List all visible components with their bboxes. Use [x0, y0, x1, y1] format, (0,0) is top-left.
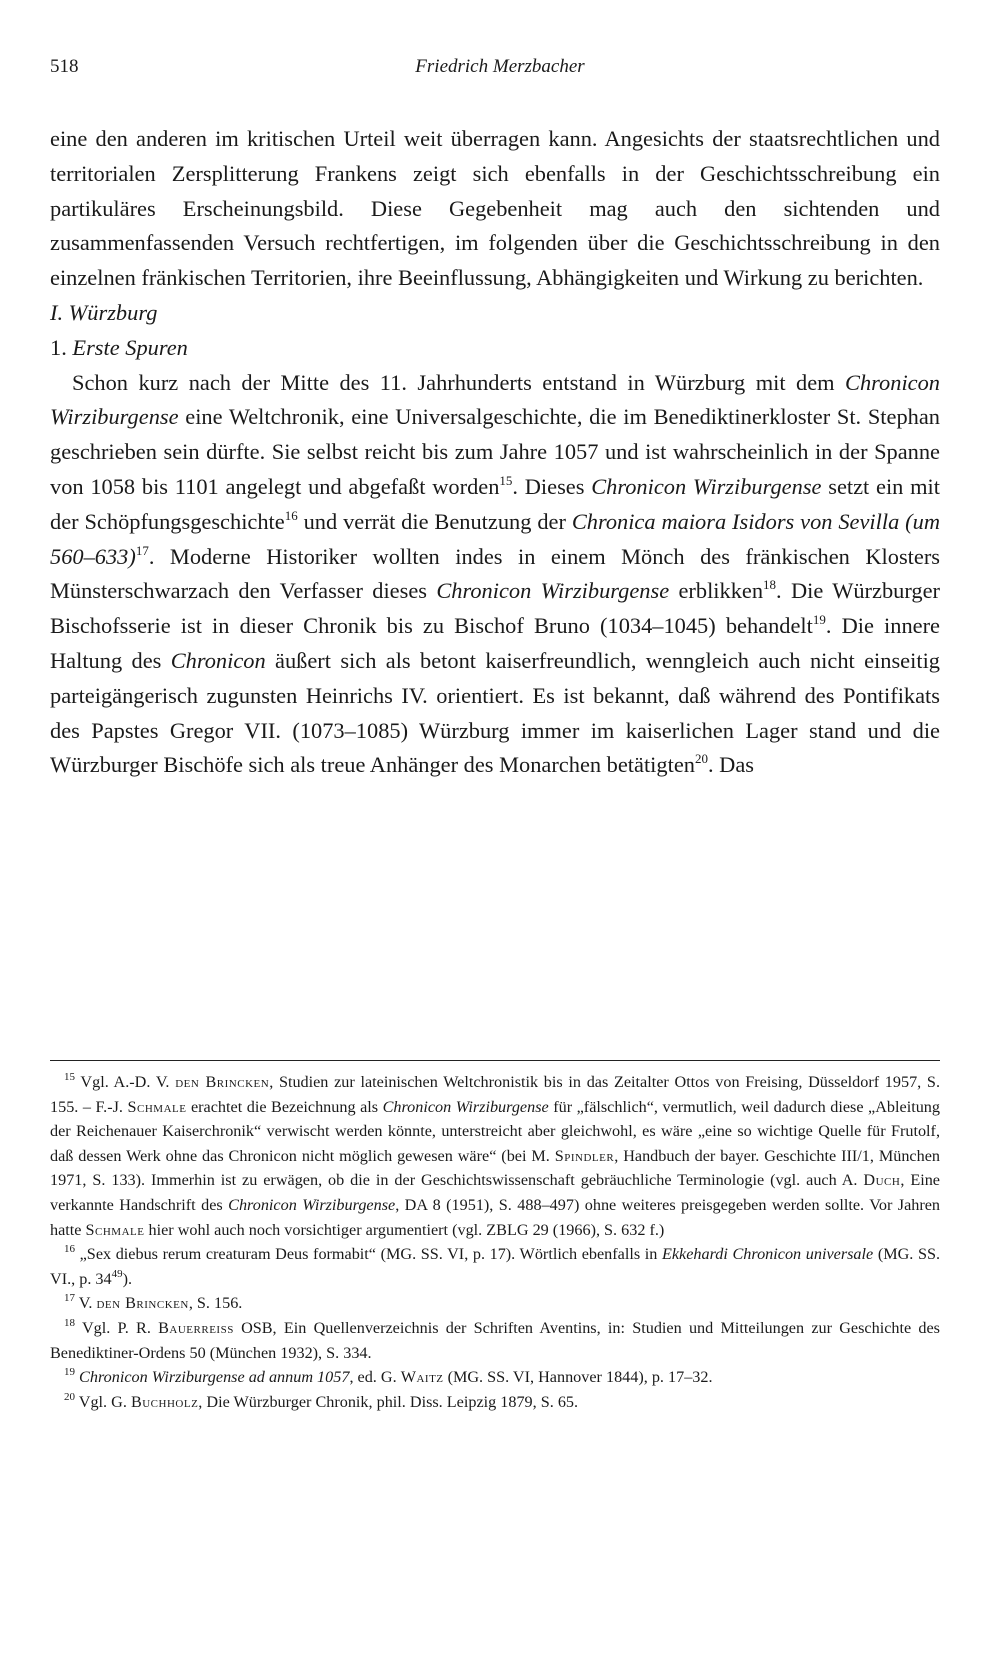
footnote-ref-15[interactable]: 15: [499, 472, 513, 488]
text-run: hier wohl auch noch vorsichtiger argumentiert (vgl. ZBLG 29 (1966), S. 632 f.): [144, 1220, 665, 1239]
text-run: Vgl. G.: [78, 1392, 131, 1411]
text-run: und verrät die Benutzung der: [297, 508, 572, 534]
text-run: setzt ein mit der Schöpfungsgeschichte: [50, 473, 940, 534]
italic-title: Ekkehardi Chronicon universale: [661, 1245, 874, 1264]
author-name: den Brincken: [96, 1294, 189, 1313]
footnote-number: 18: [64, 1316, 75, 1329]
italic-title: Chronicon Wirziburgense: [591, 473, 822, 499]
author-name: Schmale: [85, 1220, 145, 1239]
body-text: [50, 122, 940, 783]
section-title: I. Würzburg: [50, 299, 158, 325]
italic-title: Chronicon Wirziburgense ad annum 1057: [79, 1368, 350, 1387]
text-run: äußert sich als betont kaiserfreundlich, wenngleich auch nicht einseitig parteigängerisch zugunsten Heinrichs IV. orientiert. Es ist bekannt, daß während des Pontifikats des Papstes Gregor VII. (1073–1085) Würzburg immer im kaiserlichen Lager stand und die Würzburger Bischöfe sich als treue Anhänger des Monarchen betätigten: [50, 647, 940, 778]
author-name: Schmale: [127, 1097, 187, 1116]
text-run: , ed. G.: [349, 1368, 401, 1387]
text-run: , DA 8 (1951), S. 488–497) ohne weiteres preisgegeben werden sollte. Vor Jahren hatte: [50, 1195, 941, 1239]
text-run: Schon kurz nach der Mitte des 11. Jahrhunderts entstand in Würzburg mit dem: [72, 369, 846, 395]
main-paragraph: [50, 366, 940, 784]
footnote-number: 16: [64, 1243, 75, 1256]
footnote-20: [50, 1390, 940, 1415]
italic-title: Chronicon Wirziburgense: [228, 1195, 396, 1214]
author-name: Bauerreiss: [158, 1318, 234, 1337]
italic-title: Chronicon Wirziburgense: [436, 578, 670, 604]
subsection-title-text: Erste Spuren: [72, 334, 188, 360]
text-run: für „fälschlich“, vermutlich, weil dadurch diese „Ableitung der Reichenauer Kaiserchronik“ verwischt werden könnte, unterstreicht aber gleichwohl, es wäre „eine so wichtige Quelle für Frutolf, daß dessen Werk ohne das Chronicon nicht möglich gewesen wäre“ (bei M.: [50, 1097, 940, 1165]
footnotes: [50, 1070, 940, 1414]
footnote-15: [50, 1070, 940, 1242]
text-run: „Sex diebus rerum creaturam Deus formabit“ (MG. SS. VI, p. 17). Wörtlich ebenfalls in: [79, 1245, 662, 1264]
footnote-number: 17: [64, 1292, 75, 1305]
footnote-19: [50, 1365, 940, 1390]
running-head: [50, 56, 950, 86]
text-run: , Handbuch der bayer. Geschichte III/1, München 1971, S. 133). Immerhin ist zu erwägen, ob die in der Geschichtswissenschaft gebräuchliche Terminologie (vgl. auch A.: [50, 1146, 940, 1190]
footnote-ref-20[interactable]: 20: [694, 751, 708, 767]
author-name: Duch: [863, 1171, 901, 1190]
text-run: (MG. SS. VI., p. 34: [50, 1245, 941, 1288]
text-run: , Studien zur lateinischen Weltchronistik bis in das Zeitalter Ottos von Freising, Düsseldorf 1957, S. 155. – F.-J.: [50, 1073, 940, 1116]
text-run: . Die Würzburger Bischofsserie ist in dieser Chronik bis zu Bischof Bruno (1034–1045) behandelt: [50, 578, 940, 639]
text-run: erblikken: [669, 578, 764, 604]
text-run: . Moderne Historiker wollten indes in einem Mönch des fränkischen Klosters Münsterschwarzach den Verfasser dieses: [50, 543, 940, 604]
text-run: , S. 156.: [188, 1294, 243, 1313]
text-run: . Dieses: [512, 473, 592, 499]
footnote-number: 20: [64, 1390, 75, 1403]
text-run: ).: [122, 1269, 133, 1288]
text-run: eine Weltchronik, eine Universalgeschichte, die im Benediktinerkloster St. Stephan geschrieben sein dürfte. Sie selbst reicht bis zum Jahre 1057 und ist wahrscheinlich in der Spanne von 1058 bis 1101 angelegt und abgefaßt worden: [50, 404, 940, 499]
subsection-number: 1.: [50, 334, 67, 360]
italic-title: Chronicon Wirziburgense: [382, 1097, 549, 1116]
italic-title: Chronica maiora Isidors von Sevilla (um 560–633): [50, 508, 940, 569]
footnote-number: 15: [64, 1071, 75, 1083]
author-name: den Brincken: [175, 1073, 270, 1091]
superscript: 49: [111, 1267, 123, 1280]
italic-title: Chronicon: [170, 647, 266, 673]
footnote-ref-16[interactable]: 16: [284, 507, 298, 523]
footnote-16: [50, 1242, 940, 1291]
author-name: Waitz: [400, 1368, 444, 1387]
author-name: Buchholz: [130, 1392, 199, 1411]
text-run: . Das: [707, 752, 754, 778]
running-title: Friedrich Merzbacher: [415, 56, 585, 77]
footnote-rule: [50, 1060, 940, 1061]
author-name: Spindler: [554, 1146, 615, 1165]
text-run: OSB, Ein Quellenverzeichnis der Schriften Aventins, in: Studien und Mitteilungen zur Geschichte des Benediktiner-Ordens 50 (München 1932), S. 334.: [50, 1318, 940, 1362]
text-run: (MG. SS. VI, Hannover 1844), p. 17–32.: [443, 1368, 713, 1387]
footnote-number: 19: [64, 1366, 75, 1379]
footnote-18: [50, 1316, 940, 1365]
text-run: Vgl. P. R.: [81, 1318, 159, 1337]
footnote-ref-18[interactable]: 18: [763, 577, 777, 593]
text-run: , Die Würzburger Chronik, phil. Diss. Leipzig 1879, S. 65.: [198, 1392, 579, 1411]
text-run: , Eine verkannte Handschrift des: [50, 1171, 940, 1214]
text-run: . Die innere Haltung des: [50, 613, 940, 673]
text-run: Vgl. A.-D. V.: [80, 1073, 176, 1091]
footnote-ref-17[interactable]: 17: [135, 542, 149, 558]
page-number: 518: [50, 56, 79, 77]
footnote-17: [50, 1291, 940, 1316]
text-run: erachtet die Bezeichnung als: [186, 1097, 383, 1116]
intro-paragraph: eine den anderen im kritischen Urteil weit überragen kann. Angesichts der staatsrechtlichen und territorialen Zersplitterung Frankens zeigt sich ebenfalls in der Geschichtsschreibung ein partikuläres Erscheinungsbild. Diese Gegebenheit mag auch den sichtenden und zusammenfassenden Versuch rechtfertigen, im folgenden über die Geschichtsschreibung in den einzelnen fränkischen Territorien, ihre Beeinflussung, Abhängigkeiten und Wirkung zu berichten.: [50, 126, 940, 291]
text-run: V.: [78, 1294, 97, 1313]
italic-title: Chronicon Wirziburgense: [50, 369, 940, 430]
subsection-title: [50, 331, 940, 366]
footnote-ref-19[interactable]: 19: [812, 612, 826, 628]
